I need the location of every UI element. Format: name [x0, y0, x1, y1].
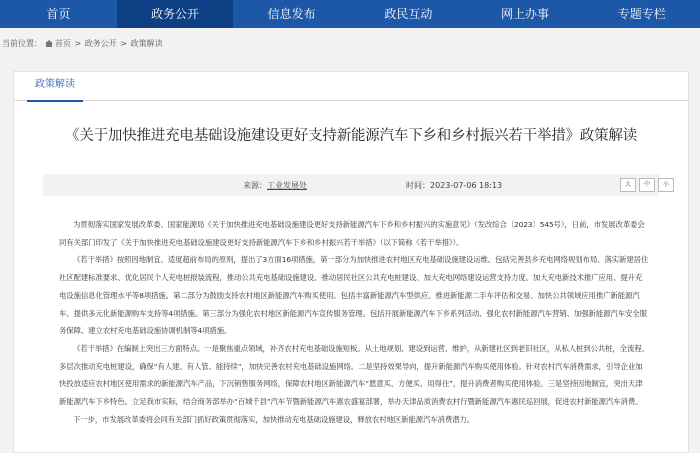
time-value: 2023-07-06 18:13: [430, 181, 503, 190]
article-paragraph: 为贯彻落实国家发展改革委、国家能源局《关于加快推进充电基础设施建设更好支持新能源汽车下乡和乡村振兴的实施意见》（发改综合〔2023〕545号），日前，市发展改革委会同有关部门印发了《关于加快推进充电基础设施建设更好支持新能源汽车下乡和乡村振兴若干举措》（以下简称《若干举措》）。: [59, 220, 645, 247]
time-label: 时间：: [406, 181, 430, 190]
article-title: 《关于加快推进充电基础设施建设更好支持新能源汽车下乡和乡村振兴若干举措》政策解读: [65, 128, 637, 144]
breadcrumb-home-link[interactable]: 首页: [55, 39, 71, 48]
article-time: [406, 180, 502, 191]
font-small-button[interactable]: 小: [658, 178, 674, 192]
font-size-controls: [620, 178, 674, 192]
nav-item-special-topics[interactable]: 专题专栏: [617, 7, 666, 21]
font-medium-button[interactable]: 中: [639, 178, 655, 192]
home-icon: [45, 40, 53, 47]
breadcrumb-separator: >: [120, 39, 128, 48]
article-meta-bar: [43, 174, 669, 196]
top-nav: [0, 0, 700, 28]
nav-item-online-services[interactable]: 网上办事: [501, 7, 550, 21]
nav-item-home[interactable]: 首页: [46, 7, 71, 21]
source-link[interactable]: 工业发展处: [267, 181, 307, 190]
breadcrumb: [2, 38, 164, 49]
breadcrumb-government-affairs-link[interactable]: 政务公开: [84, 39, 117, 48]
breadcrumb-prefix: 当前位置：: [2, 39, 42, 48]
article-paragraph: 《若干举措》按照因地制宜、适度超前布局的原则，提出了3方面16项措施，第一部分为加快推进农村地区充电基础设施建设运维。包括完善县乡充电网络规划布局、落实新建居住社区配建标准要求、优化居民个人充电桩报装流程，推动公共充电基础设施建设、推动居民社区公共充电桩建设、加大充电网络建设运营支持力度、加大充电新技术推广应用、提升充电设施信息化管理水平等8项措施。第二部分为鼓励支持农村地区新能源汽车购买使用。包括丰富新能源汽车型供应、推进新能源二手车评估和交易、加快公共领域应用推广新能源汽车、提供多元化新能源购车支持等4项措施。第三部分为强化农村地区新能源汽车宣传服务管理。包括开展新能源汽车下乡系列活动、强化农村新能源汽车营销、加强新能源汽车安全服务保障、建立农村充电基础设施协调机制等4项措施。: [59, 255, 649, 336]
panel-tab-bar: [14, 72, 688, 101]
article-paragraph: 《若干举措》在编制上突出三方面特点。一是聚焦重点领域，补齐农村充电基础设施短板。从土地规划、建设到运营、维护，从新建社区到老旧社区，从私人桩到公共桩，全流程、多层次推动充电桩建设，确保“有人建、有人管、能持续”，加快完善农村充电基础设施网络。二是坚持效果导向，提升新能源汽车购买使用体验。针对农村汽车消费需求，引导企业加快投放适应农村地区使用需求的新能源汽车产品，下沉销售服务网络，保障农村地区新能源汽车“愿意买、方便买、用得住”，提升消费者购买使用体验。三是坚持因地制宜，突出天津新能源汽车下乡特色。立足我市实际，结合商务部举办“百城千县”汽车节暨新能源汽车惠农盛宴部署，举办天津品质消费农村行暨新能源汽车惠民巡回展，促进农村新能源汽车消费。: [59, 343, 649, 407]
breadcrumb-separator: >: [74, 39, 82, 48]
content-panel: [13, 71, 689, 453]
nav-item-information[interactable]: 信息发布: [267, 7, 316, 21]
article-body: [59, 216, 649, 428]
nav-item-government-affairs[interactable]: 政务公开: [117, 0, 234, 28]
article-paragraph: 下一步，市发展改革委将会同有关部门抓好政策贯彻落实，加快推动充电基础设施建设，释放农村地区新能源汽车消费潜力。: [73, 414, 474, 424]
breadcrumb-current[interactable]: 政策解读: [130, 39, 163, 48]
font-large-button[interactable]: 大: [620, 178, 636, 192]
source-label: 来源：: [243, 181, 267, 190]
article-source: [243, 180, 307, 191]
tab-policy-interpretation[interactable]: 政策解读: [27, 72, 83, 102]
nav-item-interaction[interactable]: 政民互动: [384, 7, 433, 21]
